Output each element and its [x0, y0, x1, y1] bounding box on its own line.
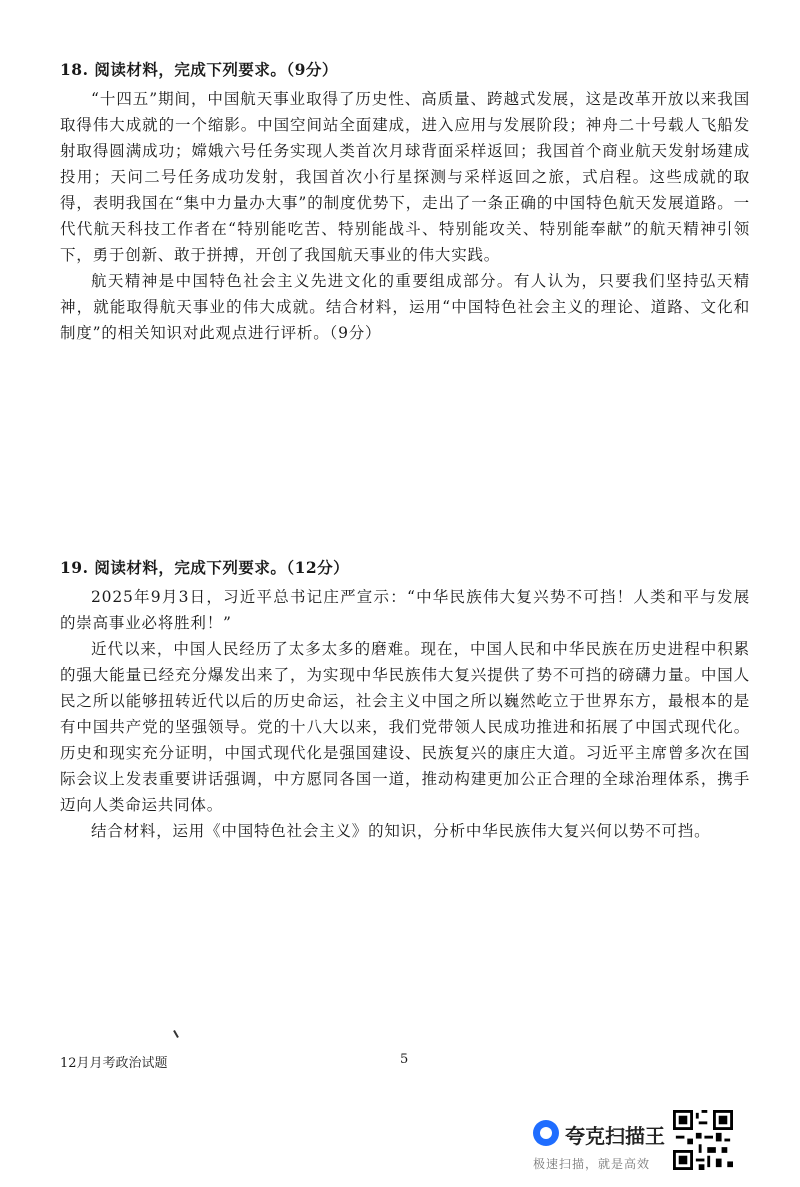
watermark-slogan: 极速扫描，就是高效 — [533, 1157, 651, 1171]
qr-code-icon — [673, 1110, 733, 1170]
question-18-material: “十四五”期间，中国航天事业取得了历史性、高质量、跨越式发展，这是改革开放以来我国取得伟大成就的一个缩影。中国空间站全面建成，进入应用与发展阶段；神舟二十号载人飞船发射取得圆满成功；嫦娥六号任务实现人类首次月球背面采样返回；我国首个商业航天发射场建成投用；天问二号任务成功发射，我国首次小行星探测与采样返回之旅，式启程。这些成就的取得，表明我国在“集中力量办大事”的制度优势下，走出了一条正确的中国特色航天发展道路。一代代航天科技工作者在“特别能吃苦、特别能战斗、特别能攻关、特别能奉献”的航天精神引领下，勇于创新、敢于拼搏，开创了我国航天事业的伟大实践。 — [60, 90, 750, 264]
scanner-watermark — [525, 1110, 785, 1180]
question-19-title: 19. 阅读材料，完成下列要求。（12分） — [60, 558, 350, 577]
watermark-brand: 夸克扫描王 — [565, 1124, 665, 1148]
question-18-title: 18. 阅读材料，完成下列要求。（9分） — [60, 60, 338, 79]
stray-pen-mark — [173, 1030, 179, 1038]
question-19-quote: 2025年9月3日，习近平总书记庄严宣示：“中华民族伟大复兴势不可挡！人类和平与发展的崇高事业必将胜利！” — [60, 588, 750, 632]
question-18-prompt: 航天精神是中国特色社会主义先进文化的重要组成部分。有人认为，只要我们坚持弘天精神，就能取得航天事业的伟大成就。结合材料，运用“中国特色社会主义的理论、道路、文化和制度”的相关知识对此观点进行评析。（9分） — [60, 272, 750, 342]
page-number: 5 — [400, 1052, 409, 1067]
question-18 — [60, 58, 750, 346]
exam-name: 12月月考政治试题 — [60, 1056, 168, 1071]
quark-logo-icon — [533, 1120, 559, 1146]
question-19-prompt: 结合材料，运用《中国特色社会主义》的知识，分析中华民族伟大复兴何以势不可挡。 — [91, 822, 711, 840]
question-19-material: 近代以来，中国人民经历了太多太多的磨难。现在，中国人民和中华民族在历史进程中积累的强大能量已经充分爆发出来了，为实现中华民族伟大复兴提供了势不可挡的磅礴力量。中国人民之所以能够扭转近代以后的历史命运，社会主义中国之所以巍然屹立于世界东方，最根本的是有中国共产党的坚强领导。党的十八大以来，我们党带领人民成功推进和拓展了中国式现代化。历史和现实充分证明，中国式现代化是强国建设、民族复兴的康庄大道。习近平主席曾多次在国际会议上发表重要讲话强调，中方愿同各国一道，推动构建更加公正合理的全球治理体系，携手迈向人类命运共同体。 — [60, 640, 750, 814]
question-19 — [60, 556, 750, 844]
